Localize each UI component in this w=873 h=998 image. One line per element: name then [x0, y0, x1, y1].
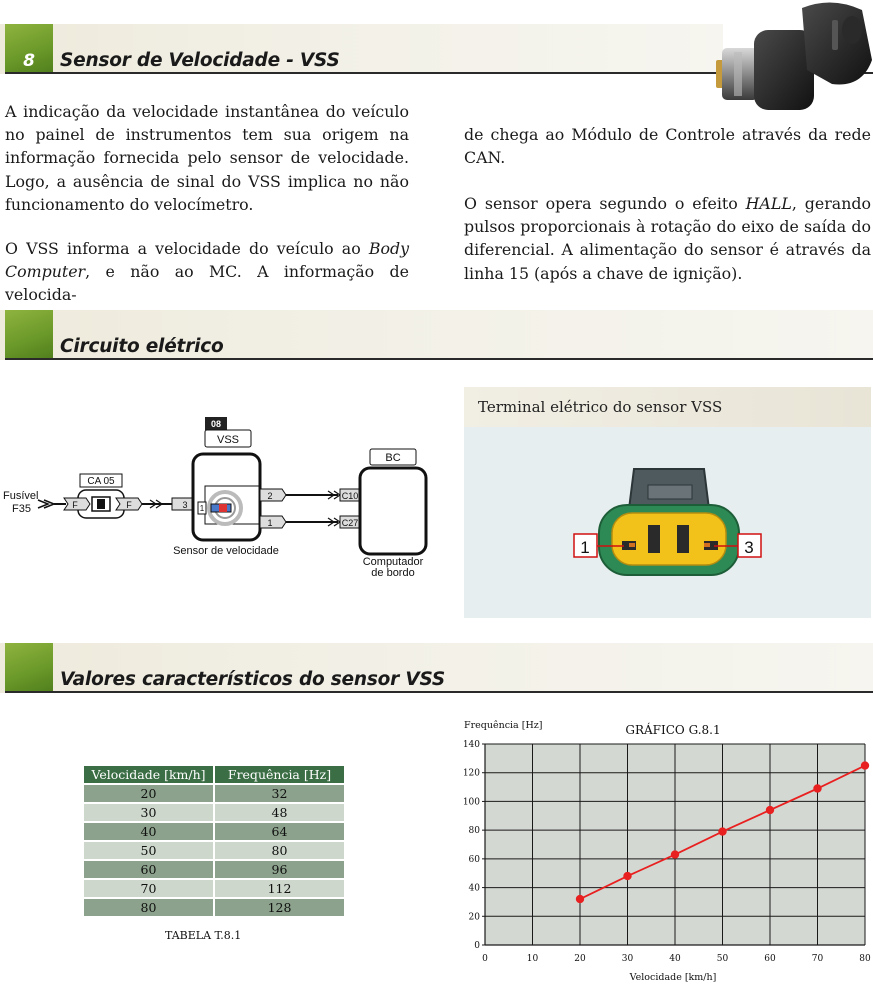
table-row — [84, 804, 344, 821]
y-tick-label: 20 — [468, 912, 480, 923]
bc-pin-c10: C10 — [341, 491, 359, 501]
chart-ylabel: Frequência [Hz] — [464, 720, 543, 731]
sensor-inner-pin: 1 — [199, 504, 205, 513]
section-title: Valores característicos do sensor VSS — [60, 669, 446, 690]
paragraph-4-term: HALL — [745, 194, 792, 213]
x-tick-label: 30 — [621, 954, 634, 964]
paragraph-4 — [464, 192, 871, 285]
paragraph-2-term: Body Computer — [5, 239, 409, 282]
table-cell: 30 — [84, 804, 213, 821]
bc-caption-2: de bordo — [371, 567, 415, 579]
x-tick-label: 60 — [764, 954, 776, 964]
fuse-arrow-icon — [38, 500, 54, 508]
data-point — [718, 827, 726, 835]
circuit-diagram — [0, 410, 450, 590]
values-table — [82, 764, 346, 918]
x-tick-label: 0 — [482, 954, 488, 964]
paragraph-2 — [5, 237, 409, 307]
table-cell: 64 — [215, 823, 344, 840]
x-tick-label: 40 — [669, 954, 681, 964]
table-cell: 96 — [215, 861, 344, 878]
paragraph-2-text-c: , e não ao MC. A informação de velocida- — [5, 262, 409, 305]
section-title: Circuito elétrico — [60, 336, 224, 357]
frequency-chart — [455, 712, 873, 998]
terminal-connector-drawing — [464, 427, 871, 618]
sensor-tag: VSS — [216, 434, 240, 446]
y-tick-label: 80 — [468, 826, 480, 837]
table-cell: 50 — [84, 842, 213, 859]
paragraph-2-text-a: O VSS informa a velocidade do veículo ao — [5, 239, 369, 258]
bc-pin-c27: C27 — [341, 518, 359, 528]
y-tick-label: 120 — [462, 768, 480, 779]
y-tick-label: 140 — [462, 740, 480, 750]
x-tick-label: 10 — [526, 954, 539, 964]
chart-title: GRÁFICO G.8.1 — [625, 723, 721, 737]
table-caption: TABELA T.8.1 — [165, 929, 242, 942]
bc-tag: BC — [385, 452, 401, 464]
connector-pin-left: F — [72, 500, 78, 510]
x-tick-label: 70 — [811, 954, 824, 964]
y-tick-label: 100 — [462, 797, 480, 808]
table-cell: 48 — [215, 804, 344, 821]
table-row — [84, 861, 344, 878]
sensor-number: 08 — [210, 419, 222, 429]
table-cell: 40 — [84, 823, 213, 840]
table-cell: 80 — [84, 899, 213, 916]
sensor-pin-3: 3 — [182, 500, 188, 510]
connector-label: CA 05 — [87, 476, 115, 487]
terminal-label-left: 1 — [580, 538, 590, 557]
table-row — [84, 842, 344, 859]
sensor-pin-1: 1 — [267, 518, 273, 528]
data-point — [623, 872, 631, 880]
sensor-caption: Sensor de velocidade — [173, 545, 279, 557]
y-tick-label: 40 — [468, 883, 480, 894]
data-point — [576, 895, 584, 903]
x-tick-label: 20 — [574, 954, 586, 964]
vss-sensor-photo — [712, 0, 873, 118]
x-tick-label: 80 — [859, 954, 871, 964]
section-number: 8 — [23, 51, 35, 71]
table-cell: 128 — [215, 899, 344, 916]
table-cell: 60 — [84, 861, 213, 878]
chart-xlabel: Velocidade [km/h] — [629, 972, 717, 983]
terminal-panel — [464, 387, 871, 618]
sensor-pin-2: 2 — [267, 491, 273, 501]
section-header-values — [0, 643, 873, 693]
table-row — [84, 785, 344, 802]
table-row — [84, 880, 344, 897]
paragraph-3: de chega ao Módulo de Controle através da rede CAN. — [464, 125, 871, 168]
section-header-circuit — [0, 310, 873, 360]
terminal-title: Terminal elétrico do sensor VSS — [478, 398, 723, 416]
table-cell: 20 — [84, 785, 213, 802]
data-point — [766, 806, 774, 814]
fuse-label: Fusível — [3, 490, 39, 502]
data-point — [813, 784, 821, 792]
table-cell: 70 — [84, 880, 213, 897]
data-point — [861, 761, 869, 769]
y-tick-label: 60 — [468, 854, 480, 865]
table-row — [84, 899, 344, 916]
paragraph-4-text-a: O sensor opera segundo o efeito — [464, 194, 746, 213]
bc-caption: Computador — [362, 556, 424, 568]
y-tick-label: 0 — [474, 941, 480, 951]
x-tick-label: 50 — [716, 954, 729, 964]
paragraph-4-text-c: , gerando pulsos proporcionais à rotação do eixo de saída do diferencial. A alimentação do sensor é através da linha 15 (após a chave de ignição). — [464, 194, 871, 283]
table-header-speed: Velocidade [km/h] — [84, 766, 213, 783]
terminal-label-right: 3 — [744, 538, 754, 557]
table-cell: 32 — [215, 785, 344, 802]
data-point — [671, 850, 679, 858]
table-cell: 80 — [215, 842, 344, 859]
connector-pin-right: F — [126, 500, 132, 510]
section-title: Sensor de Velocidade - VSS — [60, 50, 340, 71]
paragraph-1: A indicação da velocidade instantânea do veículo no painel de instrumentos tem sua origem na informação fornecida pelo sensor de velocidade. Logo, a ausência de sinal do VSS implica no não funcionamento do velocímetro. — [5, 102, 409, 214]
table-header-frequency: Frequência [Hz] — [215, 766, 344, 783]
fuse-label-number: F35 — [12, 503, 31, 515]
table-row — [84, 823, 344, 840]
table-cell: 112 — [215, 880, 344, 897]
